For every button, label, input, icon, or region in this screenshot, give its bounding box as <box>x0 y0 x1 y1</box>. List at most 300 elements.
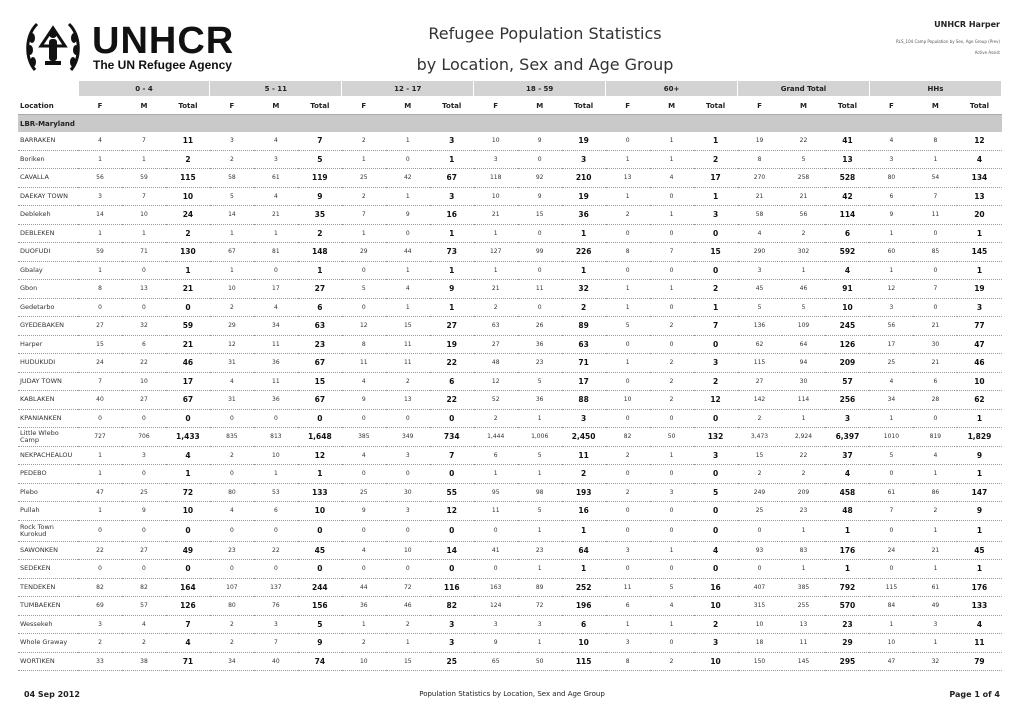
female-cell: 4 <box>342 372 386 391</box>
female-cell: 0 <box>606 409 650 428</box>
total-cell: 4 <box>957 615 1001 634</box>
female-cell: 48 <box>474 354 518 373</box>
location-cell: BARRAKEN <box>18 132 78 150</box>
male-cell: 3 <box>518 615 562 634</box>
total-cell: 7 <box>166 615 210 634</box>
total-cell: 4 <box>166 634 210 653</box>
male-cell: 5 <box>518 502 562 521</box>
male-cell: 0 <box>650 224 694 243</box>
location-cell: NEKPACHEALOU <box>18 446 78 465</box>
male-cell: 86 <box>913 483 957 502</box>
male-cell: 59 <box>122 169 166 188</box>
total-cell: 0 <box>430 465 474 484</box>
total-cell: 0 <box>694 335 738 354</box>
female-cell: 80 <box>210 483 254 502</box>
total-cell: 27 <box>430 317 474 336</box>
total-cell: 252 <box>562 578 606 597</box>
female-cell: 14 <box>210 206 254 225</box>
female-cell: 9 <box>342 391 386 410</box>
table-row <box>18 634 1002 653</box>
female-cell: 44 <box>342 578 386 597</box>
age-group-header-row <box>18 81 1002 98</box>
female-cell: 10 <box>210 280 254 299</box>
total-cell: 1 <box>166 261 210 280</box>
total-cell: 4 <box>825 261 869 280</box>
male-cell: 3 <box>913 615 957 634</box>
table-row <box>18 335 1002 354</box>
male-cell: 6 <box>122 335 166 354</box>
female-cell: 12 <box>342 317 386 336</box>
female-cell: 1 <box>342 150 386 169</box>
female-cell: 1 <box>606 150 650 169</box>
table-row <box>18 372 1002 391</box>
total-cell: 16 <box>430 206 474 225</box>
female-cell: 9 <box>342 502 386 521</box>
female-cell: 2 <box>78 634 122 653</box>
male-cell: 40 <box>254 652 298 671</box>
table-row <box>18 224 1002 243</box>
male-cell: 27 <box>122 391 166 410</box>
male-cell: 0 <box>650 187 694 206</box>
male-cell: 2 <box>650 372 694 391</box>
male-cell: 2 <box>122 634 166 653</box>
column-header-f: F <box>210 97 254 115</box>
total-cell: 19 <box>957 280 1001 299</box>
total-cell: 114 <box>825 206 869 225</box>
male-cell: 27 <box>122 541 166 560</box>
total-cell: 1 <box>562 224 606 243</box>
location-cell: CAVALLA <box>18 169 78 188</box>
female-cell: 58 <box>210 169 254 188</box>
table-row <box>18 169 1002 188</box>
total-cell: 0 <box>430 409 474 428</box>
male-cell: 89 <box>518 578 562 597</box>
column-header-m: M <box>782 97 826 115</box>
male-cell: 1 <box>518 634 562 653</box>
total-cell: 32 <box>562 280 606 299</box>
male-cell: 4 <box>650 597 694 616</box>
male-cell: 706 <box>122 428 166 447</box>
total-cell: 3 <box>825 409 869 428</box>
male-cell: 0 <box>386 224 430 243</box>
total-cell: 23 <box>825 615 869 634</box>
female-cell: 4 <box>78 132 122 150</box>
female-cell: 4 <box>342 446 386 465</box>
column-header-f: F <box>738 97 782 115</box>
total-cell: 25 <box>430 652 474 671</box>
female-cell: 82 <box>606 428 650 447</box>
age-group-header: 60+ <box>606 81 738 98</box>
male-cell: 0 <box>650 261 694 280</box>
male-cell: 1 <box>254 465 298 484</box>
female-cell: 1 <box>210 261 254 280</box>
total-cell: 37 <box>825 446 869 465</box>
column-header-row <box>18 97 1002 115</box>
male-cell: 1 <box>386 132 430 150</box>
female-cell: 25 <box>342 169 386 188</box>
male-cell: 0 <box>650 560 694 579</box>
male-cell: 38 <box>122 652 166 671</box>
table-row <box>18 560 1002 579</box>
female-cell: 0 <box>78 520 122 541</box>
location-cell: Boriken <box>18 150 78 169</box>
female-cell: 10 <box>869 634 913 653</box>
total-cell: 46 <box>957 354 1001 373</box>
total-cell: 0 <box>166 409 210 428</box>
total-cell: 10 <box>694 597 738 616</box>
male-cell: 8 <box>913 132 957 150</box>
column-header-total: Total <box>562 97 606 115</box>
male-cell: 385 <box>782 578 826 597</box>
total-cell: 19 <box>430 335 474 354</box>
male-cell: 3 <box>122 446 166 465</box>
female-cell: 56 <box>78 169 122 188</box>
male-cell: 32 <box>913 652 957 671</box>
female-cell: 1 <box>606 615 650 634</box>
female-cell: 12 <box>210 335 254 354</box>
total-cell: 67 <box>298 354 342 373</box>
age-group-header: 5 - 11 <box>210 81 342 98</box>
total-cell: 47 <box>957 335 1001 354</box>
male-cell: 7 <box>122 187 166 206</box>
female-cell: 2 <box>474 409 518 428</box>
male-cell: 1 <box>782 261 826 280</box>
column-header-total: Total <box>430 97 474 115</box>
female-cell: 10 <box>474 132 518 150</box>
female-cell: 31 <box>210 391 254 410</box>
male-cell: 0 <box>913 261 957 280</box>
total-cell: 1 <box>825 520 869 541</box>
column-header-m: M <box>650 97 694 115</box>
male-cell: 0 <box>254 409 298 428</box>
total-cell: 1 <box>166 465 210 484</box>
male-cell: 4 <box>913 446 957 465</box>
male-cell: 0 <box>122 298 166 317</box>
male-cell: 30 <box>782 372 826 391</box>
male-cell: 1 <box>782 560 826 579</box>
male-cell: 5 <box>782 150 826 169</box>
total-cell: 12 <box>957 132 1001 150</box>
total-cell: 245 <box>825 317 869 336</box>
male-cell: 22 <box>782 446 826 465</box>
male-cell: 2,924 <box>782 428 826 447</box>
male-cell: 1 <box>913 465 957 484</box>
female-cell: 1 <box>606 187 650 206</box>
male-cell: 3 <box>386 446 430 465</box>
female-cell: 1 <box>78 261 122 280</box>
female-cell: 3 <box>474 615 518 634</box>
total-cell: 2,450 <box>562 428 606 447</box>
male-cell: 2 <box>386 615 430 634</box>
male-cell: 36 <box>254 391 298 410</box>
female-cell: 7 <box>78 372 122 391</box>
male-cell: 13 <box>782 615 826 634</box>
total-cell: 1 <box>430 298 474 317</box>
total-cell: 2 <box>694 150 738 169</box>
total-cell: 17 <box>694 169 738 188</box>
female-cell: 142 <box>738 391 782 410</box>
male-cell: 57 <box>122 597 166 616</box>
male-cell: 92 <box>518 169 562 188</box>
age-group-header: 18 - 59 <box>474 81 606 98</box>
male-cell: 1 <box>386 187 430 206</box>
female-cell: 10 <box>474 187 518 206</box>
total-cell: 9 <box>957 446 1001 465</box>
female-cell: 11 <box>474 502 518 521</box>
male-cell: 50 <box>518 652 562 671</box>
total-cell: 176 <box>957 578 1001 597</box>
male-cell: 36 <box>254 354 298 373</box>
female-cell: 1,444 <box>474 428 518 447</box>
female-cell: 0 <box>606 335 650 354</box>
table-row <box>18 520 1002 541</box>
male-cell: 1 <box>913 150 957 169</box>
female-cell: 95 <box>474 483 518 502</box>
male-cell: 11 <box>254 372 298 391</box>
female-cell: 19 <box>738 132 782 150</box>
column-header-total: Total <box>298 97 342 115</box>
total-cell: 89 <box>562 317 606 336</box>
male-cell: 0 <box>386 150 430 169</box>
total-cell: 133 <box>298 483 342 502</box>
female-cell: 21 <box>738 187 782 206</box>
female-cell: 1 <box>869 261 913 280</box>
male-cell: 4 <box>122 615 166 634</box>
total-cell: 2 <box>694 372 738 391</box>
female-cell: 2 <box>738 465 782 484</box>
age-group-header-blank <box>18 81 78 98</box>
male-cell: 17 <box>254 280 298 299</box>
population-table <box>18 80 1002 671</box>
male-cell: 0 <box>518 261 562 280</box>
female-cell: 4 <box>210 502 254 521</box>
female-cell: 107 <box>210 578 254 597</box>
total-cell: 196 <box>562 597 606 616</box>
table-body <box>18 115 1002 671</box>
age-group-header: 0 - 4 <box>78 81 210 98</box>
column-header-total: Total <box>694 97 738 115</box>
total-cell: 1 <box>957 560 1001 579</box>
female-cell: 52 <box>474 391 518 410</box>
total-cell: 176 <box>825 541 869 560</box>
female-cell: 270 <box>738 169 782 188</box>
female-cell: 27 <box>474 335 518 354</box>
female-cell: 3 <box>210 132 254 150</box>
female-cell: 67 <box>210 243 254 262</box>
total-cell: 79 <box>957 652 1001 671</box>
male-cell: 2 <box>386 372 430 391</box>
female-cell: 315 <box>738 597 782 616</box>
female-cell: 0 <box>342 465 386 484</box>
female-cell: 8 <box>78 280 122 299</box>
male-cell: 21 <box>913 317 957 336</box>
total-cell: 244 <box>298 578 342 597</box>
male-cell: 23 <box>782 502 826 521</box>
total-cell: 0 <box>694 560 738 579</box>
location-cell: Gbon <box>18 280 78 299</box>
total-cell: 21 <box>166 335 210 354</box>
location-cell: Plebo <box>18 483 78 502</box>
report-status: Active Assist <box>974 50 1000 55</box>
total-cell: 133 <box>957 597 1001 616</box>
total-cell: 10 <box>166 502 210 521</box>
total-cell: 0 <box>694 261 738 280</box>
female-cell: 15 <box>78 335 122 354</box>
male-cell: 114 <box>782 391 826 410</box>
female-cell: 5 <box>342 280 386 299</box>
male-cell: 0 <box>913 409 957 428</box>
male-cell: 0 <box>650 409 694 428</box>
male-cell: 0 <box>650 502 694 521</box>
total-cell: 21 <box>166 280 210 299</box>
total-cell: 67 <box>298 391 342 410</box>
total-cell: 1 <box>957 465 1001 484</box>
table-row <box>18 187 1002 206</box>
female-cell: 1 <box>78 150 122 169</box>
female-cell: 0 <box>606 224 650 243</box>
female-cell: 23 <box>210 541 254 560</box>
male-cell: 49 <box>913 597 957 616</box>
location-cell: Pullah <box>18 502 78 521</box>
male-cell: 11 <box>518 280 562 299</box>
male-cell: 137 <box>254 578 298 597</box>
female-cell: 60 <box>869 243 913 262</box>
org-logo-text: UNHCR <box>92 20 235 62</box>
total-cell: 1 <box>825 560 869 579</box>
male-cell: 81 <box>254 243 298 262</box>
male-cell: 0 <box>254 520 298 541</box>
total-cell: 88 <box>562 391 606 410</box>
male-cell: 72 <box>386 578 430 597</box>
female-cell: 8 <box>606 652 650 671</box>
male-cell: 94 <box>782 354 826 373</box>
female-cell: 25 <box>869 354 913 373</box>
total-cell: 2 <box>298 224 342 243</box>
female-cell: 1 <box>474 261 518 280</box>
male-cell: 0 <box>650 465 694 484</box>
total-cell: 3 <box>430 634 474 653</box>
female-cell: 27 <box>78 317 122 336</box>
female-cell: 290 <box>738 243 782 262</box>
female-cell: 47 <box>78 483 122 502</box>
total-cell: 10 <box>166 187 210 206</box>
total-cell: 2 <box>562 465 606 484</box>
male-cell: 34 <box>254 317 298 336</box>
female-cell: 136 <box>738 317 782 336</box>
age-group-header: 12 - 17 <box>342 81 474 98</box>
total-cell: 116 <box>430 578 474 597</box>
male-cell: 53 <box>254 483 298 502</box>
total-cell: 1 <box>957 224 1001 243</box>
total-cell: 11 <box>957 634 1001 653</box>
male-cell: 4 <box>386 280 430 299</box>
male-cell: 1 <box>122 150 166 169</box>
total-cell: 3 <box>694 446 738 465</box>
location-cell: Harper <box>18 335 78 354</box>
total-cell: 1 <box>298 465 342 484</box>
total-cell: 164 <box>166 578 210 597</box>
male-cell: 36 <box>518 391 562 410</box>
table-row <box>18 615 1002 634</box>
male-cell: 0 <box>386 520 430 541</box>
female-cell: 63 <box>474 317 518 336</box>
male-cell: 21 <box>254 206 298 225</box>
female-cell: 0 <box>474 520 518 541</box>
location-cell: JUDAY TOWN <box>18 372 78 391</box>
total-cell: 1 <box>430 150 474 169</box>
total-cell: 4 <box>957 150 1001 169</box>
total-cell: 6 <box>430 372 474 391</box>
total-cell: 0 <box>298 520 342 541</box>
total-cell: 48 <box>825 502 869 521</box>
total-cell: 1,829 <box>957 428 1001 447</box>
male-cell: 5 <box>782 298 826 317</box>
total-cell: 10 <box>562 634 606 653</box>
location-cell: SAWONKEN <box>18 541 78 560</box>
total-cell: 42 <box>825 187 869 206</box>
male-cell: 2 <box>650 652 694 671</box>
total-cell: 35 <box>298 206 342 225</box>
male-cell: 0 <box>386 560 430 579</box>
total-cell: 10 <box>957 372 1001 391</box>
total-cell: 10 <box>298 502 342 521</box>
location-cell: TUMBAEKEN <box>18 597 78 616</box>
male-cell: 0 <box>913 298 957 317</box>
male-cell: 0 <box>254 261 298 280</box>
total-cell: 148 <box>298 243 342 262</box>
male-cell: 302 <box>782 243 826 262</box>
column-header-f: F <box>342 97 386 115</box>
total-cell: 2 <box>694 280 738 299</box>
female-cell: 80 <box>869 169 913 188</box>
total-cell: 126 <box>825 335 869 354</box>
total-cell: 0 <box>694 502 738 521</box>
total-cell: 13 <box>825 150 869 169</box>
total-cell: 115 <box>562 652 606 671</box>
total-cell: 7 <box>298 132 342 150</box>
column-header-f: F <box>474 97 518 115</box>
female-cell: 8 <box>738 150 782 169</box>
male-cell: 4 <box>254 132 298 150</box>
male-cell: 22 <box>782 132 826 150</box>
footer-date: 04 Sep 2012 <box>24 690 80 699</box>
male-cell: 1 <box>122 224 166 243</box>
total-cell: 734 <box>430 428 474 447</box>
female-cell: 6 <box>606 597 650 616</box>
female-cell: 0 <box>210 520 254 541</box>
total-cell: 0 <box>430 520 474 541</box>
female-cell: 5 <box>738 298 782 317</box>
location-cell: PEDEBO <box>18 465 78 484</box>
total-cell: 41 <box>825 132 869 150</box>
total-cell: 67 <box>430 169 474 188</box>
female-cell: 1 <box>78 224 122 243</box>
female-cell: 1010 <box>869 428 913 447</box>
female-cell: 11 <box>342 354 386 373</box>
total-cell: 9 <box>298 634 342 653</box>
total-cell: 209 <box>825 354 869 373</box>
total-cell: 13 <box>957 187 1001 206</box>
column-header-m: M <box>913 97 957 115</box>
location-cell: Gedetarbo <box>18 298 78 317</box>
male-cell: 0 <box>518 298 562 317</box>
male-cell: 56 <box>782 206 826 225</box>
male-cell: 36 <box>518 335 562 354</box>
total-cell: 4 <box>825 465 869 484</box>
total-cell: 1 <box>562 520 606 541</box>
total-cell: 1 <box>957 520 1001 541</box>
total-cell: 256 <box>825 391 869 410</box>
